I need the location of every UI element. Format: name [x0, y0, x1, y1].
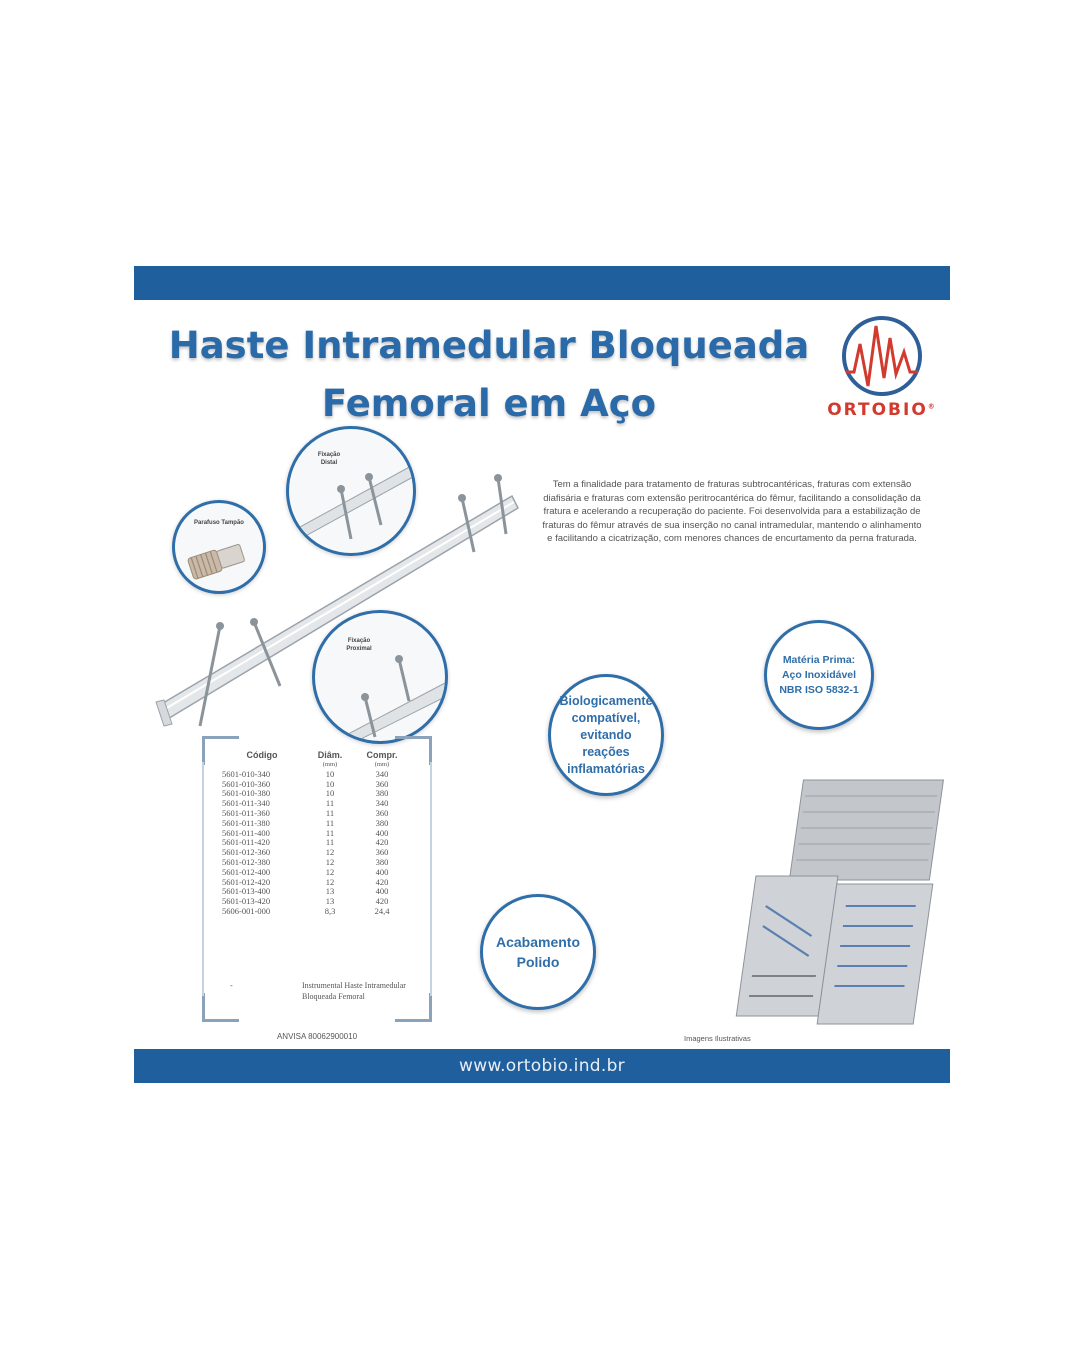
row-code: 5601-010-360: [222, 778, 271, 789]
zoom-distal-fixation: [286, 426, 416, 556]
row-diameter: 8,3: [324, 905, 336, 916]
row-diameter: 11: [325, 807, 335, 818]
instrumental-row: [230, 980, 426, 1002]
row-diameter: 10: [325, 788, 335, 799]
row-code: 5601-011-420: [222, 837, 270, 848]
row-code: 5601-010-380: [222, 788, 271, 799]
row-length: 420: [375, 837, 389, 848]
website-link[interactable]: www.ortobio.ind.br: [459, 1056, 625, 1076]
row-length: 420: [375, 876, 389, 887]
instrumental-description: Instrumental Haste Intramedular Bloqueada Femoral: [302, 981, 406, 1001]
row-diameter: 11: [325, 817, 335, 828]
anvisa-registration: ANVISA 80062900010: [276, 1032, 358, 1041]
row-code: 5601-011-400: [222, 827, 270, 838]
page-title-line2: Femoral em Aço: [321, 382, 657, 425]
spec-table-frame: [202, 736, 432, 1022]
row-code: 5601-011-340: [222, 798, 270, 809]
row-length: 420: [375, 896, 389, 907]
row-code: 5601-012-380: [222, 856, 271, 867]
product-sheet: [134, 266, 950, 1083]
row-diameter: 11: [325, 837, 335, 848]
instrumental-code: -: [230, 981, 233, 990]
footer-band: [134, 1049, 950, 1083]
zoom-proximal-fixation: [312, 610, 448, 744]
row-length: 24,4: [374, 905, 390, 916]
spec-table: Código Diâm. Compr. (mm) (mm) 5601-010-340 10 340 5601-010-360 10 360 5601-010-380 10 380 5601-011-340 11 340 5601-011-360 11 360 5601-011-380 11 380 5601-011-400 11 400 5601-011-420 11 420 5601-012-360 12 360 5601-012-380 12 380 5601-012-400 12 400 5601-012-420 12 420 5601-013-400 13 400 5601-013-420 13 420 5606-001-000 8,3 24,4: [218, 750, 410, 917]
finish-callout: Acabamento Polido: [480, 894, 596, 1010]
row-diameter: 13: [325, 896, 335, 907]
row-code: 5601-012-360: [222, 847, 271, 858]
col-header-code: Código: [246, 750, 278, 760]
row-code: 5601-010-340: [222, 768, 271, 779]
row-code: 5601-011-380: [222, 817, 270, 828]
zoom-cap-screw: [172, 500, 266, 594]
instrument-tray-image: [684, 776, 950, 1036]
biocompatibility-callout: Biologicamente compatível, evitando reações inflamatórias: [548, 674, 664, 796]
row-code: 5606-001-000: [222, 905, 271, 916]
row-length: 380: [375, 856, 389, 867]
row-length: 380: [375, 788, 389, 799]
product-description: Tem a finalidade para tratamento de fraturas subtrocantéricas, fraturas com extensão diafisária e fraturas com extensão peritrocantérica do fêmur, facilitando a consolidação da fratura e acelerando a recuperação do paciente. Foi desenvolvida para a estabilização de fraturas do fêmur através de sua inserção no canal intramedular, mantendo o alinhamento e facilitando a cicatrização, com menores chances de encurtamento da perna fraturada.: [542, 479, 922, 544]
row-length: 360: [375, 778, 389, 789]
page-title-line1: Haste Intramedular Bloqueada: [168, 324, 810, 367]
row-code: 5601-011-360: [222, 807, 270, 818]
row-diameter: 10: [325, 778, 335, 789]
row-diameter: 13: [325, 886, 335, 897]
col-header-length: Compr.: [366, 750, 398, 760]
row-length: 400: [375, 827, 389, 838]
row-length: 360: [375, 847, 389, 858]
row-length: 400: [375, 866, 389, 877]
distal-label: Fixação Distal: [317, 452, 341, 466]
row-diameter: 11: [325, 827, 335, 838]
illustrative-images-note: Imagens Ilustrativas: [684, 1034, 751, 1043]
row-length: 340: [375, 768, 389, 779]
logo-wordmark: ORTOBIO®: [827, 400, 937, 420]
proximal-label: Fixação Proximal: [346, 638, 372, 652]
row-length: 380: [375, 817, 389, 828]
cap-screw-label: Parafuso Tampão: [194, 520, 244, 526]
row-diameter: 12: [325, 876, 335, 887]
table-row: [218, 907, 410, 917]
row-code: 5601-013-420: [222, 896, 271, 907]
distal-detail-icon: [289, 429, 413, 553]
row-diameter: 12: [325, 866, 335, 877]
col-header-diameter: Diâm.: [317, 750, 343, 760]
row-length: 400: [375, 886, 389, 897]
row-code: 5601-013-400: [222, 886, 271, 897]
row-diameter: 10: [325, 768, 335, 779]
raw-material-callout: Matéria Prima: Aço Inoxidável NBR ISO 5832-1: [764, 620, 874, 730]
row-code: 5601-012-420: [222, 876, 271, 887]
row-diameter: 12: [325, 847, 335, 858]
row-code: 5601-012-400: [222, 866, 271, 877]
row-length: 340: [375, 798, 389, 809]
row-length: 360: [375, 807, 389, 818]
row-diameter: 11: [325, 798, 335, 809]
row-diameter: 12: [325, 856, 335, 867]
proximal-detail-icon: [315, 613, 445, 741]
cap-screw-icon: [175, 503, 263, 591]
